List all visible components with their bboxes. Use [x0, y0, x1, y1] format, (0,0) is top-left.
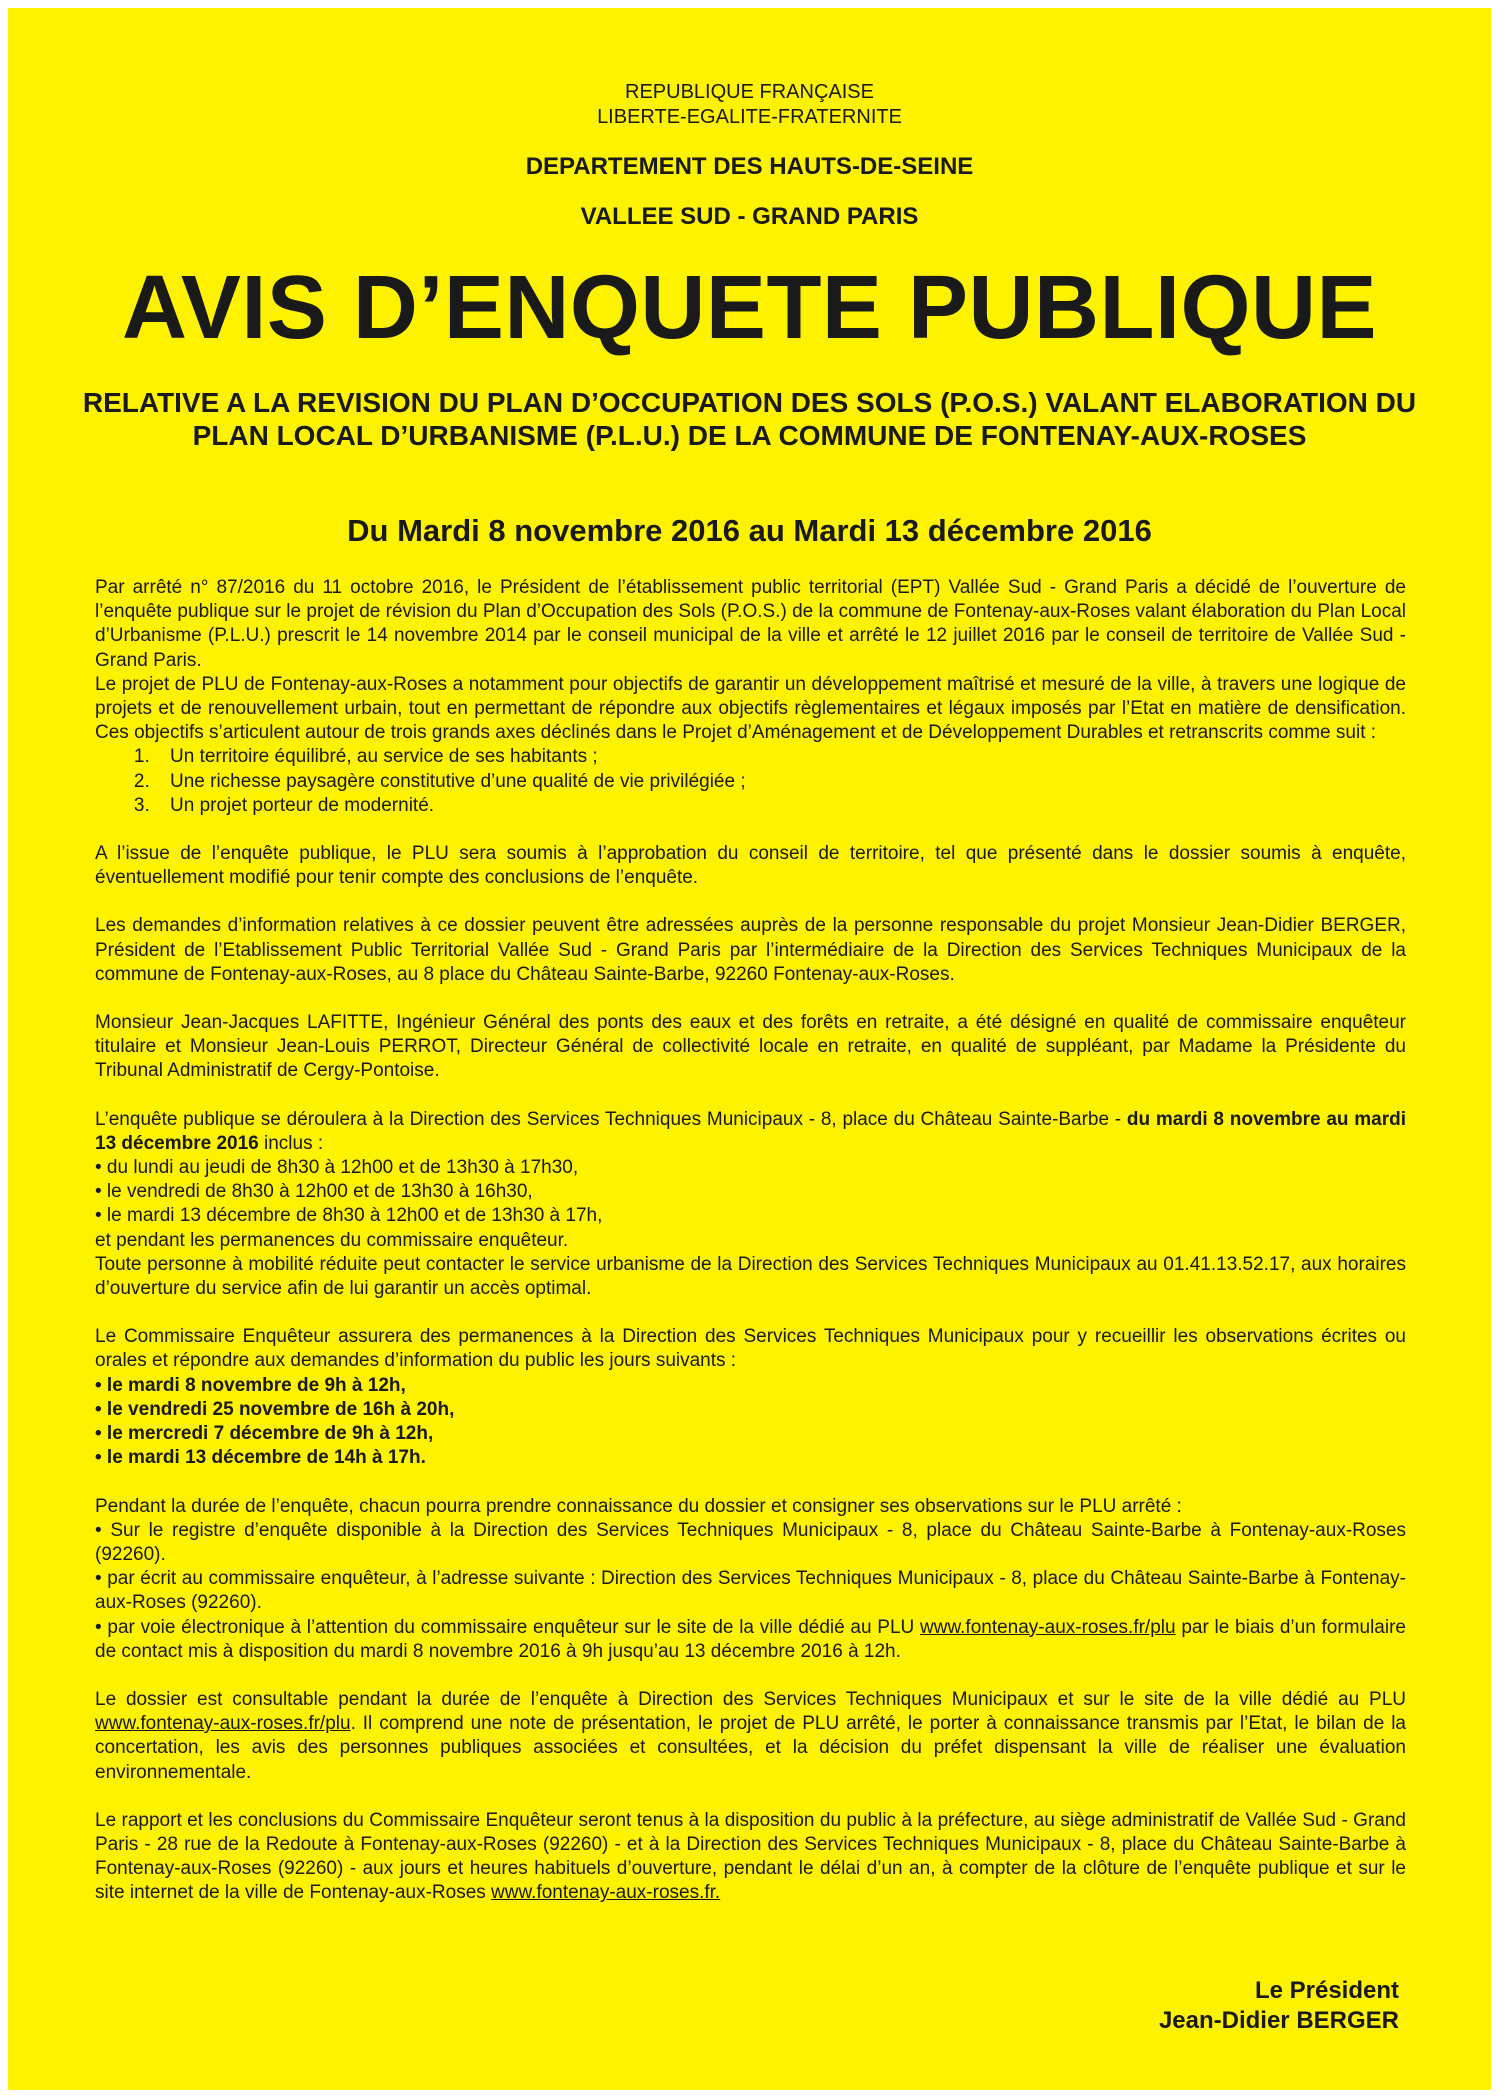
horaire-item: • le mardi 13 décembre de 8h30 à 12h00 et de 13h30 à 17h, — [95, 1205, 603, 1227]
axe-item: 1. Un territoire équilibré, au service de ses habitants ; — [155, 745, 1406, 769]
horaire-item: • du lundi au jeudi de 8h30 à 12h00 et de 13h30 à 17h30, — [95, 1157, 579, 1179]
paragraph-mobilite: Toute personne à mobilité réduite peut contacter le service urbanisme de la Direction des Services Techniques Municipaux au 01.41.13.52.17, aux horaires d’ouverture du service afin de lui garantir un accès optimal. — [95, 1253, 1406, 1300]
axe-item: 3. Un projet porteur de modernité. — [155, 794, 1406, 818]
dossier-text-end: . Il comprend une note de présentation, le projet de PLU arrêté, le porter à connaissance transmis par l’Etat, le bilan de la concertation, les avis des personnes publiques associées et consultées, et la décision du préfet dispensant la ville de réaliser une évaluation environnementale. — [95, 1713, 1406, 1783]
paragraph-dossier — [95, 1688, 1406, 1785]
observation-electronique — [95, 1616, 1406, 1664]
deroulement-inclus: inclus : — [258, 1132, 324, 1154]
paragraph-deroulement — [95, 1108, 1406, 1156]
horaire-item: • le vendredi de 8h30 à 12h00 et de 13h30 à 16h30, — [95, 1181, 533, 1203]
territoire-line: VALLEE SUD - GRAND PARIS — [580, 203, 919, 230]
deroulement-dates: du mardi 8 novembre au mardi 13 décembre 2016 — [95, 1108, 1406, 1154]
rapport-text: Le rapport et les conclusions du Commissaire Enquêteur seront tenus à la disposition du public à la préfecture, au siège administratif de Vallée Sud - Grand Paris - 28 rue de la Redoute à Fontenay-aux-Roses (92260) - et à la Direction des Services Techniques Municipaux - 8, place du Château Sainte-Barbe à Fontenay-aux-Roses (92260) - aux jours et heures habituels d’ouverture, pendant le délai d’un an, à compter de la clôture de l’enquête publique et sur le site internet de la ville de Fontenay-aux-Roses — [95, 1809, 1406, 1904]
plu-link-2[interactable]: www.fontenay-aux-roses.fr/plu — [95, 1713, 351, 1735]
paragraph-permanences: Le Commissaire Enquêteur assurera des permanences à la Direction des Services Techniques Municipaux pour y recueillir les observations écrites ou orales et répondre aux demandes d’information du public les jours suivants : — [95, 1326, 1406, 1372]
permanence-item: • le mardi 8 novembre de 9h à 12h, — [95, 1374, 406, 1396]
signature-role: Le Président — [1254, 1977, 1399, 2004]
notice-subtitle: RELATIVE A LA REVISION DU PLAN D’OCCUPATION DES SOLS (P.O.S.) VALANT ELABORATION DU PLAN LOCAL D’URBANISME (P.L.U.) DE LA COMMUNE DE FONTENAY-AUX-ROSES — [82, 387, 1417, 451]
paragraph-commissaire: Monsieur Jean-Jacques LAFITTE, Ingénieur Général des ponts des eaux et des forêts en retraite, a été désigné en qualité de commissaire enquêteur titulaire et Monsieur Jean-Louis PERROT, Directeur Général de collectivité locale en retraite, en qualité de suppléant, par Madame la Présidente du Tribunal Administratif de Cergy-Pontoise. — [95, 1012, 1406, 1082]
notice-page — [8, 8, 1491, 2090]
paragraph-approbation: A l’issue de l’enquête publique, le PLU sera soumis à l’approbation du conseil de territoire, tel que présenté dans le dossier soumis à enquête, éventuellement modifié pour tenir compte des conclusions de l’enquête. — [95, 843, 1406, 889]
observation-registre: • Sur le registre d’enquête disponible à la Direction des Services Techniques Municipaux - 8, place du Château Sainte-Barbe à Fontenay-aux-Roses (92260). — [95, 1519, 1406, 1565]
dossier-text: Le dossier est consultable pendant la durée de l’enquête à Direction des Services Techniques Municipaux et sur le site de la ville dédié au PLU — [95, 1688, 1406, 1710]
deroulement-text: L’enquête publique se déroulera à la Direction des Services Techniques Municipaux - 8, place du Château Sainte-Barbe - — [95, 1108, 1127, 1130]
paragraph-objectifs: Le projet de PLU de Fontenay-aux-Roses a notamment pour objectifs de garantir un développement maîtrisé et mesuré de la ville, à travers une logique de projets et de renouvellement urbain, tout en permettant de répondre aux objectifs règlementaires et légaux imposés par l’Etat en matière de densification. Ces objectifs s’articulent autour de trois grands axes déclinés dans le Projet d’Aménagement et de Développement Durables et retranscrits comme suit : — [95, 673, 1406, 744]
paragraph-rapport — [95, 1809, 1406, 1906]
paragraph-permanences-note: et pendant les permanences du commissaire enquêteur. — [95, 1229, 569, 1251]
departement-line: DEPARTEMENT DES HAUTS-DE-SEINE — [525, 153, 974, 180]
paragraph-observations: Pendant la durée de l’enquête, chacun pourra prendre connaissance du dossier et consigner ses observations sur le PLU arrêté : — [95, 1495, 1182, 1517]
paragraph-arrete: Par arrêté n° 87/2016 du 11 octobre 2016, le Président de l’établissement public territorial (EPT) Vallée Sud - Grand Paris a décidé de l’ouverture de l’enquête publique sur le projet de révision du Plan d’Occupation des Sols (P.O.S.) de la commune de Fontenay-aux-Roses valant élaboration du Plan Local d’Urbanisme (P.L.U.) prescrit le 14 novembre 2014 par le conseil municipal de la ville et arrêté le 12 juillet 2016 par le conseil de territoire de Vallée Sud - Grand Paris. — [95, 577, 1406, 671]
axe-item: 2. Une richesse paysagère constitutive d’une qualité de vie privilégiée ; — [155, 770, 1406, 794]
electronique-text-end: par le biais d’un formulaire de contact mis à disposition du mardi 8 novembre 2016 à 9h jusqu’au 13 décembre 2016 à 12h. — [95, 1616, 1406, 1662]
devise-line: LIBERTE-EGALITE-FRATERNITE — [597, 106, 902, 128]
republique-line: REPUBLIQUE FRANÇAISE — [625, 81, 874, 103]
observation-ecrit: • par écrit au commissaire enquêteur, à l’adresse suivante : Direction des Services Techniques Municipaux - 8, place du Château Sainte-Barbe à Fontenay-aux-Roses (92260). — [95, 1568, 1406, 1614]
signature — [1159, 1976, 1399, 2036]
plu-link[interactable]: www.fontenay-aux-roses.fr/plu — [920, 1616, 1176, 1638]
header-republique — [8, 80, 1491, 130]
paragraph-information: Les demandes d’information relatives à ce dossier peuvent être adressées auprès de la personne responsable du projet Monsieur Jean-Didier BERGER, Président de l’Etablissement Public Territorial Vallée Sud - Grand Paris par l’intermédiaire de la Direction des Services Techniques Municipaux de la commune de Fontenay-aux-Roses, au 8 place du Château Sainte-Barbe, 92260 Fontenay-aux-Roses. — [95, 915, 1406, 985]
permanence-item: • le mardi 13 décembre de 14h à 17h. — [95, 1447, 426, 1469]
permanence-item: • le vendredi 25 novembre de 16h à 20h, — [95, 1398, 455, 1420]
notice-title: AVIS D’ENQUETE PUBLIQUE — [122, 258, 1377, 358]
electronique-text: • par voie électronique à l’attention du commissaire enquêteur sur le site de la ville dédié au PLU — [95, 1616, 921, 1638]
permanence-item: • le mercredi 7 décembre de 9h à 12h, — [95, 1423, 434, 1445]
site-link[interactable]: www.fontenay-aux-roses.fr. — [491, 1882, 721, 1904]
signature-name: Jean-Didier BERGER — [1158, 2007, 1399, 2034]
enquiry-dates: Du Mardi 8 novembre 2016 au Mardi 13 décembre 2016 — [347, 513, 1152, 548]
notice-body — [95, 576, 1406, 1906]
axes-list — [95, 745, 1406, 818]
